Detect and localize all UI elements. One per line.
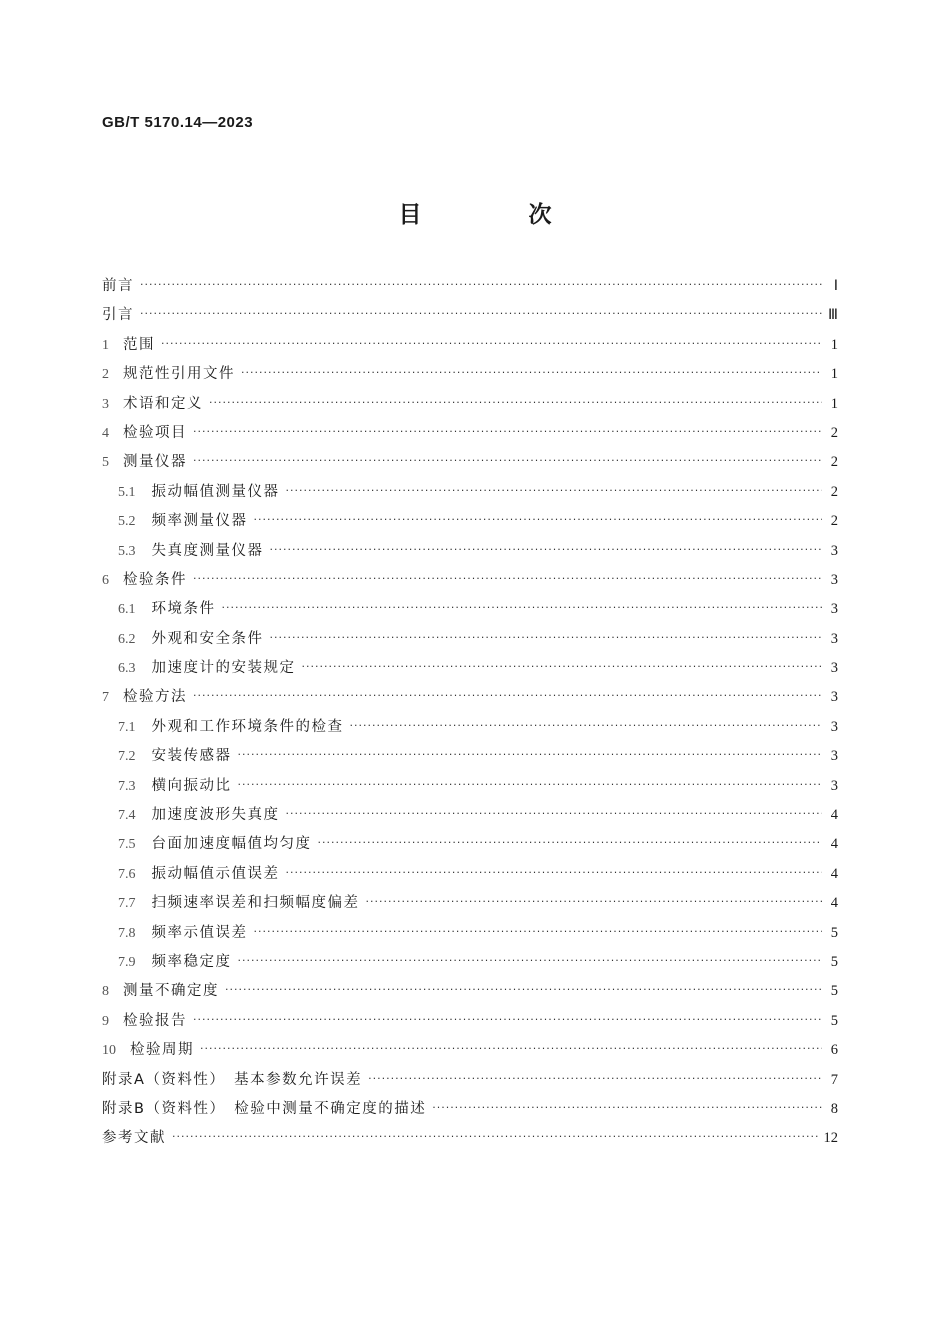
toc-entry-number: 7.1 [118,719,136,735]
toc-dot-leader [318,828,823,857]
toc-entry-label: 频率稳定度 [151,953,232,970]
toc-entry-number: 6.1 [118,602,136,618]
toc-entry-number: 7 [102,690,109,706]
toc-entry-page: 2 [830,483,838,500]
toc-entry-page: 2 [830,454,838,471]
toc-entry-page: 3 [830,748,838,765]
page-title: 目 次 [398,202,594,228]
toc-entry-number: 7.9 [118,954,136,970]
toc-entry-label: 频率示值误差 [151,924,248,941]
toc-dot-leader [225,975,822,1004]
toc-entry[interactable] [102,272,838,301]
toc-entry[interactable] [102,537,838,566]
toc-dot-leader [238,740,823,769]
toc-entry-page: 5 [830,953,838,970]
toc-entry-page: 5 [830,1012,838,1029]
toc-entry-number: 1 [102,337,109,353]
table-of-contents [102,272,838,1154]
toc-entry-label: 测量仪器 [123,454,187,471]
toc-dot-leader [286,858,823,887]
toc-entry-label: 参考文献 [102,1130,166,1147]
toc-entry-page: 2 [830,424,838,441]
toc-entry-label: 横向振动比 [151,777,232,794]
toc-entry-label: 安装传感器 [151,748,232,765]
toc-dot-leader [302,652,823,681]
toc-entry-label: 外观和安全条件 [151,630,264,647]
toc-entry[interactable] [102,331,838,360]
toc-entry-number: 5.2 [118,514,136,530]
toc-dot-leader [222,593,823,622]
toc-entry-number: 7.6 [118,866,136,882]
toc-entry-number: 6.2 [118,631,136,647]
toc-dot-leader [193,681,822,710]
toc-dot-leader [140,299,822,328]
toc-entry-label: 环境条件 [151,601,216,618]
toc-entry[interactable] [102,1036,838,1065]
toc-entry-label: 失真度测量仪器 [151,542,264,559]
toc-entry[interactable] [102,507,838,536]
toc-entry-page: 3 [830,630,838,647]
toc-entry-page: 4 [830,807,838,824]
toc-entry-label: 检验方法 [123,689,187,706]
toc-entry[interactable] [102,390,838,419]
toc-entry[interactable] [102,360,838,389]
toc-dot-leader [238,946,823,975]
toc-entry-label: 检验报告 [123,1012,187,1029]
toc-entry-label: 范围 [123,336,155,353]
toc-dot-leader [241,358,822,387]
toc-entry-number: 10 [102,1043,116,1059]
toc-entry[interactable] [102,830,838,859]
toc-entry-number: 5.1 [118,484,136,500]
toc-entry-label: 振动幅值测量仪器 [151,483,280,500]
toc-entry-label: 检验项目 [123,424,187,441]
toc-entry-number: 2 [102,367,109,383]
toc-entry-page: 5 [830,924,838,941]
toc-dot-leader [270,623,823,652]
toc-entry-page: 8 [830,1100,838,1117]
toc-entry-label: 前言 [102,278,134,294]
toc-entry-page: 4 [830,865,838,882]
toc-entry-number: 7.2 [118,749,136,765]
toc-entry-number: 7.8 [118,925,136,941]
toc-entry[interactable] [102,860,838,889]
toc-dot-leader [270,535,823,564]
toc-dot-leader [172,1122,818,1151]
toc-entry-number: 4 [102,425,109,441]
toc-entry-label: 检验条件 [123,571,187,588]
toc-entry[interactable] [102,889,838,918]
toc-dot-leader [193,446,822,475]
toc-dot-leader [368,1064,822,1093]
toc-entry[interactable] [102,1095,838,1124]
toc-dot-leader [254,505,823,534]
toc-dot-leader [140,270,822,299]
toc-entry[interactable] [102,1124,838,1153]
toc-dot-leader [161,329,822,358]
toc-entry-label: 加速度计的安装规定 [151,660,296,677]
toc-entry[interactable] [102,742,838,771]
toc-entry-page: 3 [830,660,838,677]
toc-entry[interactable] [102,625,838,654]
toc-entry-page: 12 [823,1130,838,1147]
toc-entry-number: 8 [102,984,109,1000]
toc-entry-number: 7.3 [118,778,136,794]
toc-entry-page: 7 [830,1071,838,1088]
toc-entry-label: 振动幅值示值误差 [151,865,280,882]
toc-entry[interactable] [102,1066,838,1095]
toc-dot-leader [193,564,822,593]
toc-entry-page: 1 [830,395,838,412]
toc-entry-number: 7.5 [118,837,136,853]
toc-dot-leader [193,1005,822,1034]
toc-entry-label: 检验周期 [130,1042,194,1059]
toc-entry[interactable] [102,419,838,448]
toc-entry-label: 附录B（资料性） 检验中测量不确定度的描述 [102,1100,427,1117]
toc-entry-page: 3 [830,601,838,618]
toc-entry-page: 6 [830,1042,838,1059]
toc-entry-page: 3 [830,718,838,735]
toc-entry-page: 4 [830,895,838,912]
toc-entry-page: 1 [830,336,838,353]
toc-entry-label: 加速度波形失真度 [151,807,280,824]
toc-entry-label: 频率测量仪器 [151,513,248,530]
toc-entry-label: 术语和定义 [123,395,203,412]
toc-entry-label: 附录A（资料性） 基本参数允许误差 [102,1071,363,1088]
toc-dot-leader [286,476,823,505]
toc-entry-number: 3 [102,396,109,412]
toc-entry[interactable] [102,1007,838,1036]
toc-entry-number: 7.4 [118,808,136,824]
toc-entry-label: 台面加速度幅值均匀度 [151,836,312,853]
toc-entry-page: 4 [830,836,838,853]
toc-dot-leader [432,1093,822,1122]
toc-entry-page: 2 [830,513,838,530]
toc-entry[interactable] [102,772,838,801]
toc-entry-label: 扫频速率误差和扫频幅度偏差 [151,895,360,912]
toc-entry[interactable] [102,713,838,742]
toc-dot-leader [366,887,823,916]
toc-entry-label: 规范性引用文件 [123,366,235,383]
toc-entry[interactable] [102,683,838,712]
toc-entry-page: Ⅰ [833,278,838,294]
toc-entry[interactable] [102,301,838,330]
toc-dot-leader [254,917,823,946]
toc-dot-leader [286,799,823,828]
toc-entry[interactable] [102,948,838,977]
toc-dot-leader [200,1034,822,1063]
toc-entry-number: 9 [102,1013,109,1029]
toc-entry-label: 测量不确定度 [123,983,219,1000]
toc-entry[interactable] [102,654,838,683]
toc-entry-page: 3 [830,542,838,559]
standard-code: GB/T 5170.14—2023 [102,114,254,131]
toc-entry[interactable] [102,448,838,477]
toc-entry[interactable] [102,478,838,507]
toc-entry-page: 3 [830,689,838,706]
toc-entry-page: 3 [830,571,838,588]
toc-entry-number: 5 [102,455,109,471]
toc-entry[interactable] [102,595,838,624]
toc-dot-leader [209,388,822,417]
toc-entry-label: 引言 [102,307,134,324]
toc-entry-page: Ⅲ [828,307,838,324]
toc-entry[interactable] [102,801,838,830]
toc-dot-leader [350,711,823,740]
toc-entry[interactable] [102,919,838,948]
toc-entry-number: 5.3 [118,543,136,559]
toc-entry[interactable] [102,566,838,595]
toc-entry-number: 6.3 [118,661,136,677]
toc-entry-number: 7.7 [118,896,136,912]
toc-dot-leader [193,417,822,446]
toc-dot-leader [238,770,823,799]
toc-entry-page: 5 [830,983,838,1000]
toc-entry-number: 6 [102,572,109,588]
toc-entry-page: 3 [830,777,838,794]
toc-entry[interactable] [102,977,838,1006]
toc-entry-page: 1 [830,366,838,383]
toc-entry-label: 外观和工作环境条件的检查 [151,718,344,735]
